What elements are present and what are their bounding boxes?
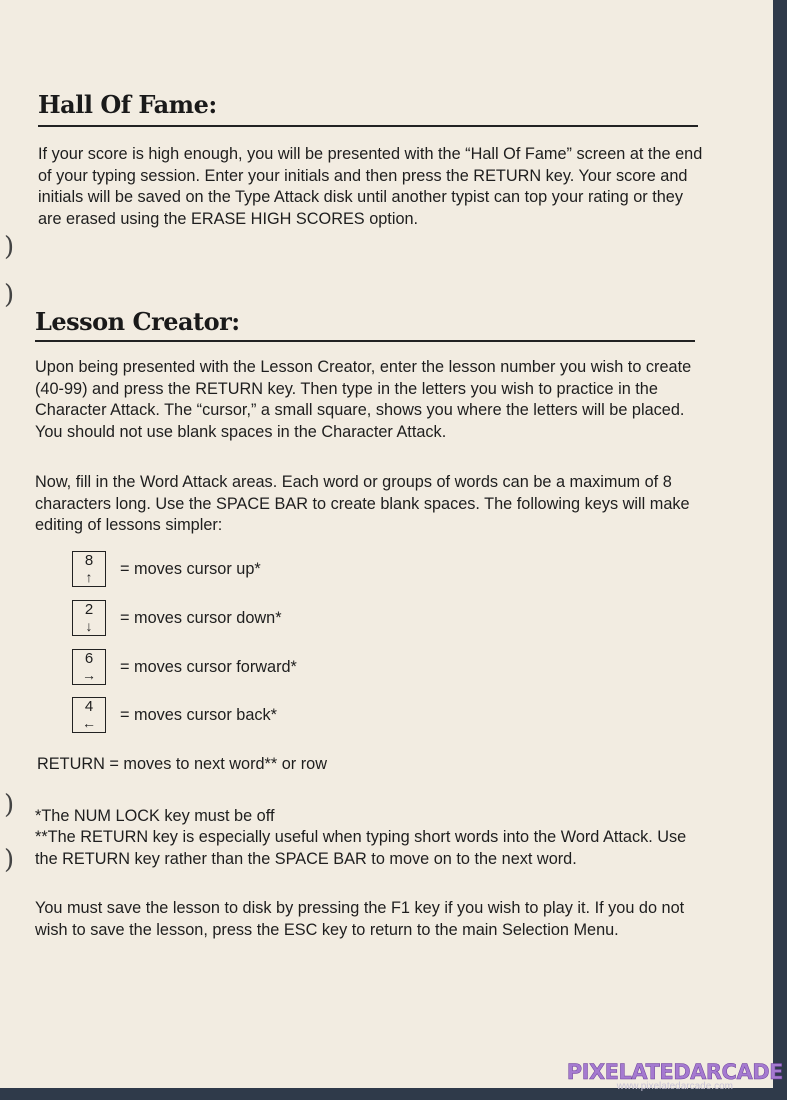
keypad-6-right-key <box>72 649 106 685</box>
lesson-creator-paragraph-3: You must save the lesson to disk by pressing the F1 key if you wish to play it. If you do not wish to save the lesson, press the ESC key to return to the main Selection Menu. <box>35 899 685 939</box>
watermark-url: www.pixelatedarcade.com <box>616 1081 733 1092</box>
watermark <box>567 1060 783 1092</box>
key-digit: 8 <box>84 552 94 569</box>
heading-rule <box>35 340 695 342</box>
keypad-8-up-key <box>72 551 106 587</box>
key-description: = moves cursor forward* <box>120 658 297 676</box>
hall-of-fame-paragraph: If your score is high enough, you will be presented with the “Hall Of Fame” screen at the end of your typing session. Enter your initials and then press the RETURN key. Your score and initials will be saved on the Type Attack disk until another typist can top your rating or they are erased using the ERASE HIGH SCORES option. <box>38 145 703 228</box>
binding-hole-mark: ) <box>4 790 15 820</box>
key-digit: 4 <box>84 698 94 715</box>
watermark-logo: PIXELATEDARCADE <box>566 1060 783 1084</box>
binding-hole-mark: ) <box>4 232 15 262</box>
arrow-left-icon: ← <box>82 715 96 731</box>
heading-rule <box>38 125 698 127</box>
key-description: = moves cursor down* <box>120 609 282 627</box>
lesson-creator-paragraph-2: Now, fill in the Word Attack areas. Each word or groups of words can be a maximum of 8 characters long. Use the SPACE BAR to create blank spaces. The following keys will make editing of lessons simpler: <box>35 473 690 535</box>
arrow-down-icon: ↓ <box>85 618 93 634</box>
keypad-4-left-key <box>72 697 106 733</box>
keypad-2-down-key <box>72 600 106 636</box>
arrow-right-icon: → <box>82 667 96 683</box>
arrow-up-icon: ↑ <box>85 569 93 585</box>
key-digit: 6 <box>84 650 94 667</box>
key-description: = moves cursor back* <box>120 706 277 724</box>
lesson-creator-heading: Lesson Creator: <box>35 307 240 336</box>
binding-hole-mark: ) <box>4 280 15 310</box>
lesson-creator-paragraph-1: Upon being presented with the Lesson Creator, enter the lesson number you wish to create (40-99) and press the RETURN key. Then type in the letters you wish to practice in the Character Attack. The “cursor,” a small square, shows you where the letters will be placed. You should not use blank spaces in the Character Attack. <box>35 358 692 441</box>
hall-of-fame-heading: Hall Of Fame: <box>38 90 217 119</box>
return-key-line: RETURN = moves to next word** or row <box>37 755 327 773</box>
footnote-return-key: **The RETURN key is especially useful when typing short words into the Word Attack. Use the RETURN key rather than the SPACE BAR to move on to the next word. <box>35 828 687 868</box>
binding-hole-mark: ) <box>4 845 15 875</box>
key-description: = moves cursor up* <box>120 560 261 578</box>
key-digit: 2 <box>84 601 94 618</box>
footnote-num-lock: *The NUM LOCK key must be off <box>35 807 275 825</box>
